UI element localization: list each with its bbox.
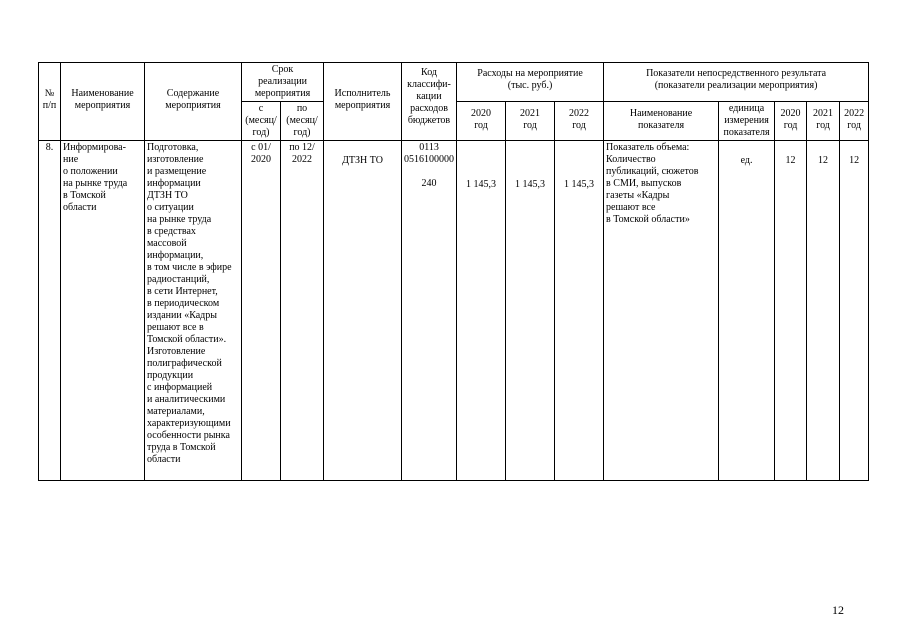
row-term-from: с 01/ 2020 [242,141,281,481]
row-indicator-name: Показатель объема: Количество публикаций, сюжетов в СМИ, выпусков газеты «Кадры решают все в Томской области» [604,141,719,481]
row-indicator-unit: ед. [719,141,775,481]
activity-table [38,62,869,481]
header-expenses: Расходы на мероприятие (тыс. руб.) [457,63,604,102]
row-term-to: по 12/ 2022 [281,141,324,481]
header-executor: Исполнитель мероприятия [324,63,402,141]
header-term-from: с (месяц/ год) [242,102,281,141]
header-indicator-2022: 2022 год [840,102,869,141]
header-expenses-2021: 2021 год [506,102,555,141]
row-name: Информирова- ние о положении на рынке труда в Томской области [61,141,145,481]
page-number: 12 [832,603,844,617]
header-indicator-unit: единица измерения показателя [719,102,775,141]
header-expenses-2022: 2022 год [555,102,604,141]
row-indicator-2020: 12 [775,141,807,481]
row-content: Подготовка, изготовление и размещение информации ДТЗН ТО о ситуации на рынке труда в средствах массовой информации, в том числе в эфире радиостанций, в сети Интернет, в периодическом издании «Кадры решают все в Томской области». Изготовление полиграфической продукции с информацией и аналитическими материалами, характеризующими особенности рынка труда в Томской области [145,141,242,481]
header-content: Содержание мероприятия [145,63,242,141]
header-code: Код классифи- кации расходов бюджетов [402,63,457,141]
header-num: № п/п [39,63,61,141]
header-name: Наименование мероприятия [61,63,145,141]
header-term-to: по (месяц/ год) [281,102,324,141]
header-indicator-2021: 2021 год [807,102,840,141]
row-expenses-2020: 1 145,3 [457,141,506,481]
row-code: 0113 0516100000 240 [402,141,457,481]
header-indicators: Показатели непосредственного результата (показатели реализации мероприятия) [604,63,869,102]
row-indicator-2021: 12 [807,141,840,481]
row-expenses-2022: 1 145,3 [555,141,604,481]
header-expenses-2020: 2020 год [457,102,506,141]
header-indicator-2020: 2020 год [775,102,807,141]
row-indicator-2022: 12 [840,141,869,481]
header-term: Срок реализации мероприятия [242,63,324,102]
table-row [39,141,869,481]
row-num: 8. [39,141,61,481]
row-executor: ДТЗН ТО [324,141,402,481]
header-indicator-name: Наименование показателя [604,102,719,141]
row-expenses-2021: 1 145,3 [506,141,555,481]
